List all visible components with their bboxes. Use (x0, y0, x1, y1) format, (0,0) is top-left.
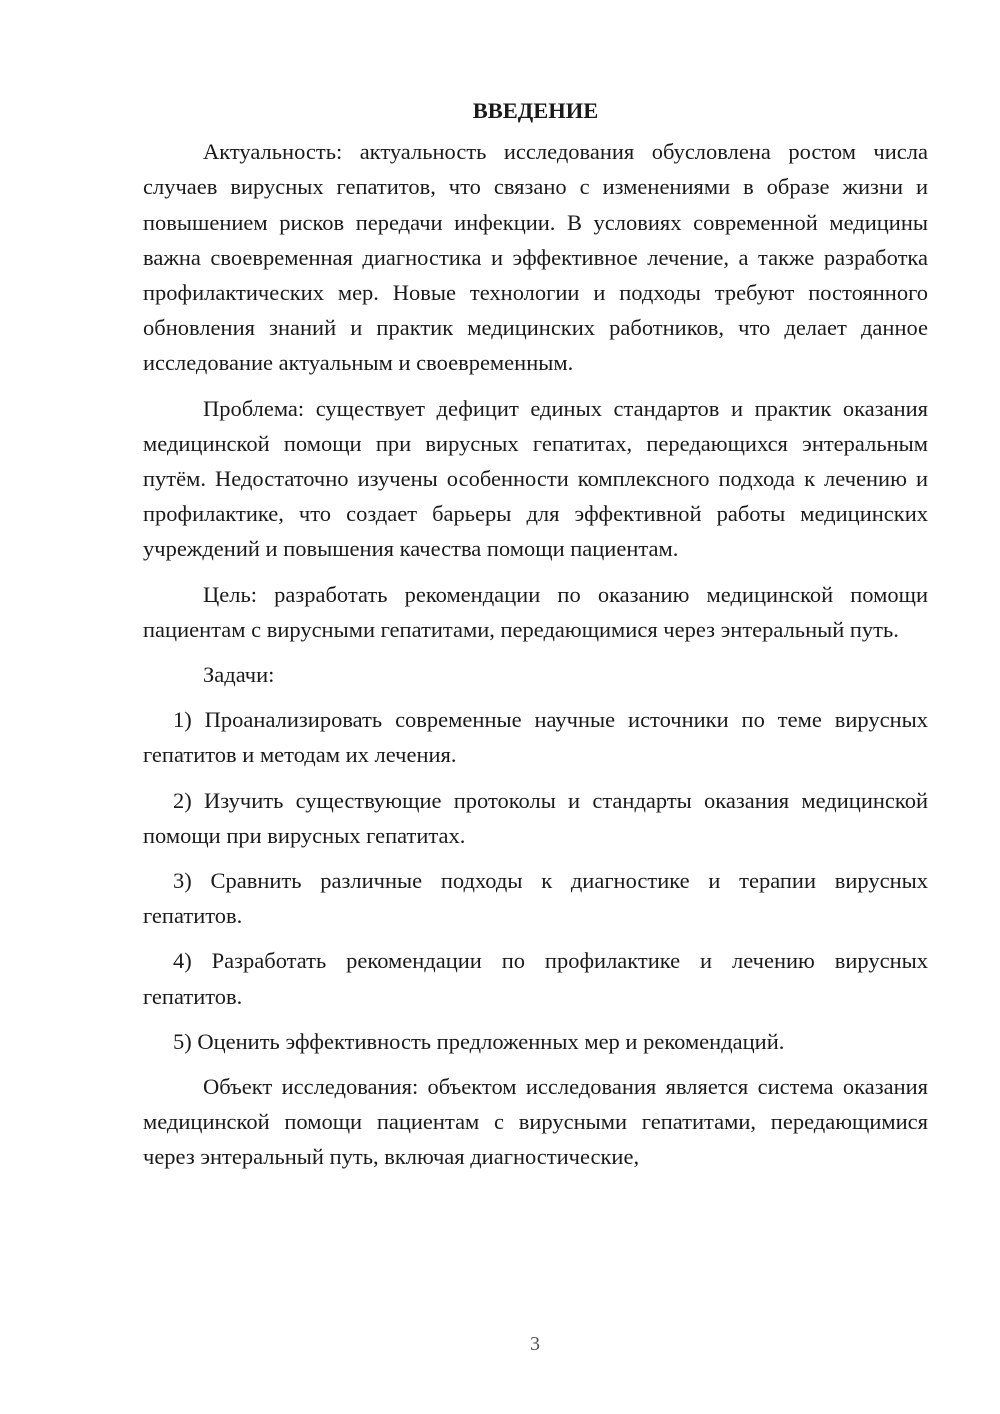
tasks-heading: Задачи: (203, 662, 275, 688)
problem-paragraph: Проблема: существует дефицит единых стандартов и практик оказания медицинской помощи при вирусных гепатитах, передающихся энтеральным путём. Недостаточно изучены особенности комплексного подхода к лечению и профилактике, что создает барьеры для эффективной работы медицинских учреждений и повышения качества помощи пациентам. (143, 395, 928, 562)
task-item-3: 3) Сравнить различные подходы к диагностике и терапии вирусных гепатитов. (143, 868, 928, 929)
task-item-2: 2) Изучить существующие протоколы и стандарты оказания медицинской помощи при вирусных гепатитах. (143, 787, 928, 848)
page-content (143, 93, 928, 1185)
relevance-paragraph: Актуальность: актуальность исследования обусловлена ростом числа случаев вирусных гепатитов, что связано с изменениями в образе жизни и повышением рисков передачи инфекции. В условиях современной медицины важна своевременная диагностика и эффективное лечение, а также разработка профилактических мер. Новые технологии и подходы требуют постоянного обновления знаний и практик медицинских работников, что делает данное исследование актуальным и своевременным. (143, 139, 928, 376)
page-number: 3 (530, 1333, 540, 1355)
goal-paragraph: Цель: разработать рекомендации по оказанию медицинской помощи пациентам с вирусными гепатитами, передающимися через энтеральный путь. (143, 581, 928, 642)
task-item-5: 5) Оценить эффективность предложенных мер и рекомендаций. (173, 1028, 785, 1054)
object-paragraph: Объект исследования: объектом исследования является система оказания медицинской помощи пациентам с вирусными гепатитами, передающимися через энтеральный путь, включая диагностические, (143, 1074, 928, 1170)
task-item-4: 4) Разработать рекомендации по профилактике и лечению вирусных гепатитов. (143, 948, 928, 1009)
section-title: ВВЕДЕНИЕ (472, 98, 599, 123)
task-item-1: 1) Проанализировать современные научные источники по теме вирусных гепатитов и методам их лечения. (143, 707, 928, 768)
